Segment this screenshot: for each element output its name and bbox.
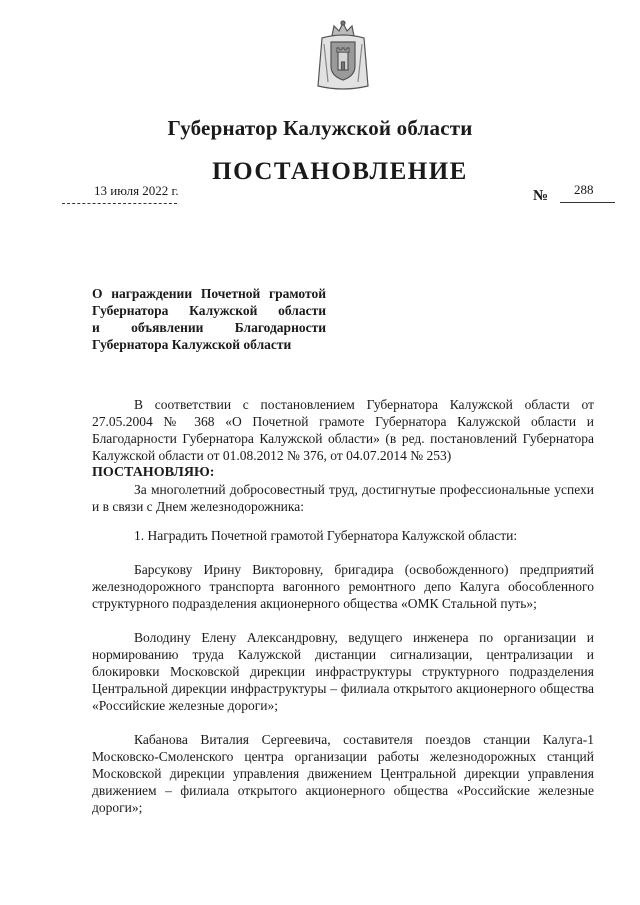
issuing-authority: Губернатор Калужской области [167, 116, 473, 140]
subject-line: Губернатора Калужской области [92, 337, 292, 352]
number-underline [560, 202, 615, 203]
awardee-paragraph: Кабанова Виталия Сергеевича, составителя поездов станции Калуга-1 Московско-Смоленского центра организации работы железнодорожных станций Московской дирекции управления движением Центральной дирекции управления движением – филиала открытого акционерного общества «Российские железные дороги»; [92, 732, 594, 815]
coat-of-arms-emblem [316, 20, 370, 92]
awardee-paragraph: Барсукову Ирину Викторовну, бригадира (освобожденного) предприятий железнодорожного транспорта вагонного ремонтного депо Калуга обособленного структурного подразделения акционерного общества «ОМК Стальной путь»; [92, 562, 594, 611]
document-type-title: ПОСТАНОВЛЕНИЕ [212, 158, 468, 185]
item-1-paragraph: 1. Наградить Почетной грамотой Губернатора Калужской области: [134, 528, 518, 543]
document-body [92, 396, 594, 816]
date-underline [62, 203, 177, 204]
awardee-paragraph: Володину Елену Александровну, ведущего инженера по организации и нормированию труда Калужской дистанции сигнализации, централизации и блокировки Московской дирекции инфраструктуры структурного подразделения Центральной дирекции инфраструктуры – филиала открытого акционерного общества «Российские железные дороги»; [92, 630, 594, 713]
subject-line: и объявлении Благодарности [92, 320, 326, 335]
number-label: № [533, 188, 549, 204]
document-date: 13 июля 2022 г. [94, 183, 179, 198]
decree-heading: ПОСТАНОВЛЯЮ: [92, 465, 215, 480]
reason-paragraph: За многолетний добросовестный труд, достигнутые профессиональные успехи и в связи с Днем железнодорожника: [92, 482, 594, 514]
preamble-paragraph: В соответствии с постановлением Губернатора Калужской области от 27.05.2004 № 368 «О Почетной грамоте Губернатора Калужской области и Благодарности Губернатора Калужской области» (в ред. постановлений Губернатора Калужской области от 01.08.2012 № 376, от 04.07.2014 № 253) [92, 397, 594, 463]
subject-line: Губернатора Калужской области [92, 303, 326, 318]
subject-line: О награждении Почетной грамотой [92, 286, 326, 301]
document-number: 288 [574, 182, 594, 197]
document-subject [92, 285, 326, 353]
